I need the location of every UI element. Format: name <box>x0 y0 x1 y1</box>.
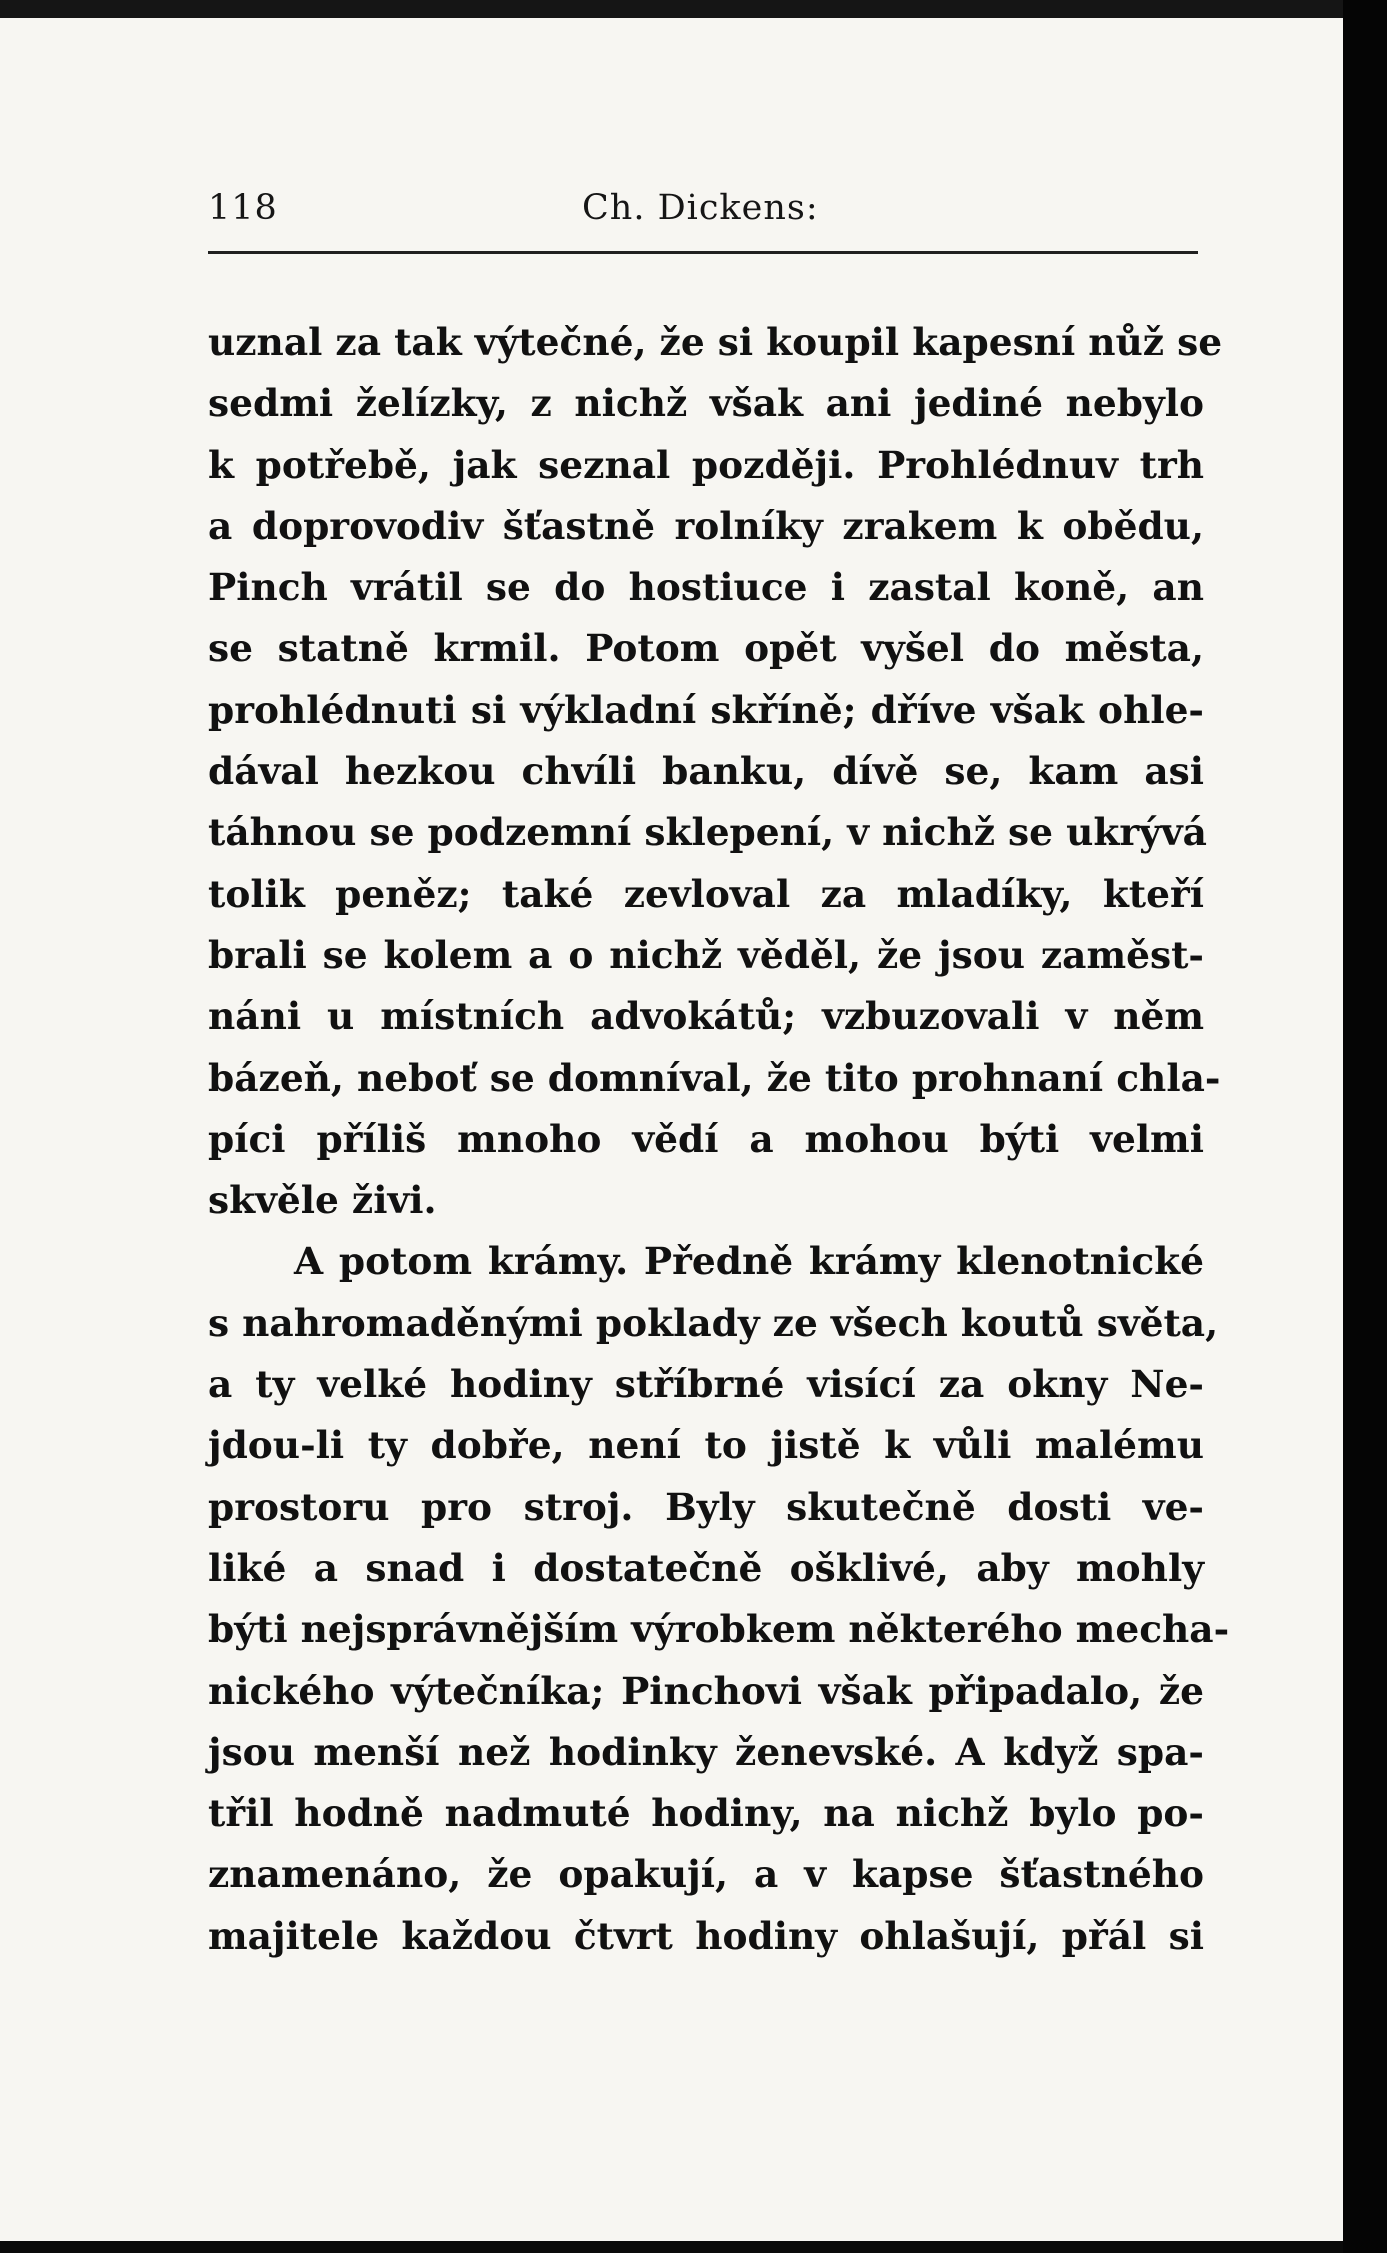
text-line: píci příliš mnoho vědí a mohou býti velmi <box>208 1116 1204 1161</box>
text-line: nického výtečníka; Pinchovi však připadalo, že <box>208 1668 1204 1713</box>
text-line: jsou menší než hodinky ženevské. A když spa- <box>208 1729 1204 1774</box>
text-line: Pinch vrátil se do hostiuce i zastal koně, an <box>208 565 1204 610</box>
text-line: nánі u místních advokátů; vzbuzovali v něm <box>208 994 1204 1039</box>
text-line: býti nejsprávnějším výrobkem některého mecha- <box>208 1607 1230 1652</box>
text-line: znamenáno, že opakují, a v kapse šťastného <box>208 1852 1204 1897</box>
scan-top-edge <box>0 0 1387 18</box>
scan-right-edge <box>1343 0 1387 2253</box>
text-line: prostoru pro stroj. Byly skutečně dosti ve- <box>208 1484 1204 1529</box>
text-line: bázeň, neboť se domníval, že tito prohnaní chla- <box>208 1055 1221 1100</box>
text-line: třil hodně nadmuté hodiny, na nichž bylo po- <box>208 1791 1204 1836</box>
running-title: Ch. Dickens: <box>582 188 819 228</box>
body-text <box>208 312 1230 1967</box>
text-line: se statně krmil. Potom opět vyšel do města, <box>208 626 1204 671</box>
text-line: táhnou se podzemní sklepení, v nichž se ukrývá <box>208 810 1207 855</box>
text-line: a ty velké hodiny stříbrné visící za okny Ne- <box>208 1362 1204 1407</box>
text-line: dával hezkou chvíli banku, dívě se, kam asi <box>208 749 1204 794</box>
text-line: skvěle živi. <box>208 1178 437 1223</box>
text-line: uznal za tak výtečné, že si koupil kapesní nůž se <box>208 320 1223 364</box>
text-line: majitele každou čtvrt hodiny ohlašují, přál si <box>208 1913 1204 1958</box>
header-rule <box>208 251 1198 254</box>
text-line: a doprovodiv šťastně rolníky zrakem k obědu, <box>208 503 1204 548</box>
text-line: sedmi želízky, z nichž však ani jediné nebylo <box>208 381 1204 426</box>
text-line: jdou-li ty dobře, není to jistě k vůli malému <box>208 1423 1204 1468</box>
text-line: tolik peněz; také zevloval za mladíky, kteří <box>208 871 1204 916</box>
text-line: s nahromaděnými poklady ze všech koutů světa, <box>208 1300 1219 1345</box>
text-line: k potřebě, jak seznal později. Prohlédnuv trh <box>208 442 1204 487</box>
text-line: liké a snad i dostatečně ošklivé, aby mohly <box>208 1545 1204 1590</box>
text-line: prohlédnuti si výkladní skříně; dříve však ohle- <box>208 687 1204 732</box>
paragraph-start-line: A potom krámy. Předně krámy klenotnické <box>294 1239 1204 1284</box>
page-header <box>208 188 1198 238</box>
page-number: 118 <box>208 188 278 228</box>
text-line: brali se kolem a o nichž věděl, že jsou zaměst- <box>208 932 1204 977</box>
